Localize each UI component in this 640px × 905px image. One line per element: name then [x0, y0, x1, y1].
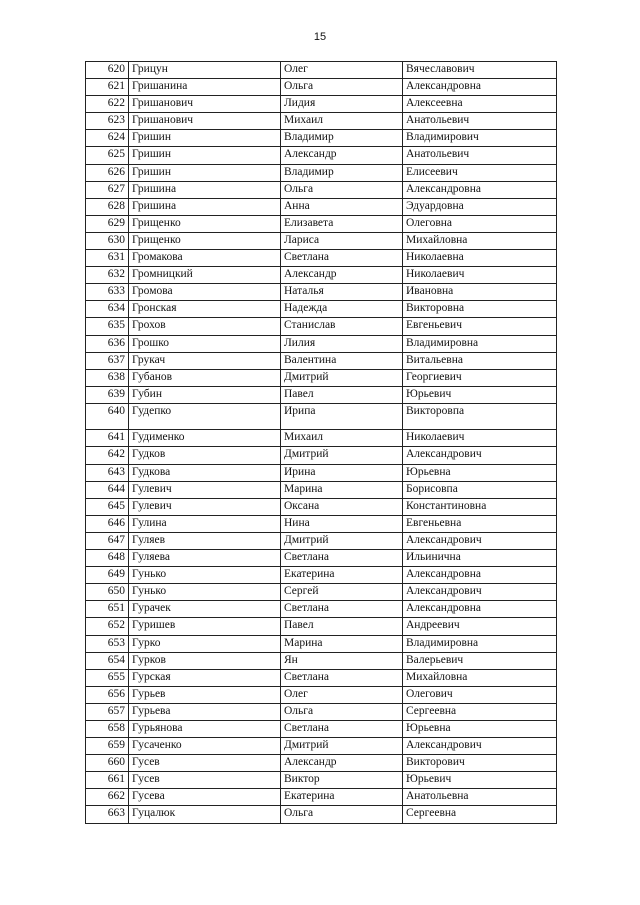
patronymic-cell: Олегович — [403, 686, 557, 703]
patronymic-cell: Анатольевич — [403, 147, 557, 164]
table-row — [86, 789, 557, 806]
table-row — [86, 284, 557, 301]
patronymic-cell: Анатольевна — [403, 789, 557, 806]
row-number-cell: 639 — [86, 386, 129, 403]
table-body — [86, 62, 557, 824]
last-name-cell: Гришанович — [129, 113, 281, 130]
row-number-cell: 642 — [86, 447, 129, 464]
last-name-cell: Гурьев — [129, 686, 281, 703]
patronymic-cell: Александровна — [403, 601, 557, 618]
last-name-cell: Гунько — [129, 567, 281, 584]
table-row — [86, 652, 557, 669]
patronymic-cell: Николаевна — [403, 250, 557, 267]
first-name-cell: Светлана — [281, 601, 403, 618]
row-number-cell: 631 — [86, 250, 129, 267]
patronymic-cell: Юрьевич — [403, 386, 557, 403]
row-number-cell: 659 — [86, 738, 129, 755]
row-number-cell: 622 — [86, 96, 129, 113]
row-number-cell: 660 — [86, 755, 129, 772]
patronymic-cell: Викторович — [403, 755, 557, 772]
last-name-cell: Гулевич — [129, 481, 281, 498]
last-name-cell: Гулевич — [129, 498, 281, 515]
table-row — [86, 215, 557, 232]
table-row — [86, 481, 557, 498]
row-number-cell: 652 — [86, 618, 129, 635]
row-number-cell: 661 — [86, 772, 129, 789]
first-name-cell: Ольга — [281, 181, 403, 198]
first-name-cell: Светлана — [281, 720, 403, 737]
table-row — [86, 352, 557, 369]
patronymic-cell: Витальевна — [403, 352, 557, 369]
table-row — [86, 130, 557, 147]
row-number-cell: 647 — [86, 532, 129, 549]
first-name-cell: Дмитрий — [281, 447, 403, 464]
patronymic-cell: Михайловна — [403, 232, 557, 249]
patronymic-cell: Михайловна — [403, 669, 557, 686]
row-number-cell: 645 — [86, 498, 129, 515]
row-number-cell: 654 — [86, 652, 129, 669]
last-name-cell: Гурачек — [129, 601, 281, 618]
table-row — [86, 618, 557, 635]
last-name-cell: Гудепко — [129, 403, 281, 430]
table-row — [86, 386, 557, 403]
table-row — [86, 335, 557, 352]
table-row — [86, 703, 557, 720]
first-name-cell: Михаил — [281, 113, 403, 130]
last-name-cell: Гусаченко — [129, 738, 281, 755]
row-number-cell: 632 — [86, 267, 129, 284]
last-name-cell: Гуришев — [129, 618, 281, 635]
row-number-cell: 630 — [86, 232, 129, 249]
first-name-cell: Валентина — [281, 352, 403, 369]
patronymic-cell: Евгеньевна — [403, 515, 557, 532]
patronymic-cell: Юрьевич — [403, 772, 557, 789]
patronymic-cell: Ильинична — [403, 550, 557, 567]
table-row — [86, 181, 557, 198]
first-name-cell: Екатерина — [281, 567, 403, 584]
table-row — [86, 772, 557, 789]
first-name-cell: Виктор — [281, 772, 403, 789]
first-name-cell: Нина — [281, 515, 403, 532]
patronymic-cell: Владимировна — [403, 335, 557, 352]
last-name-cell: Гришанович — [129, 96, 281, 113]
row-number-cell: 620 — [86, 62, 129, 79]
row-number-cell: 643 — [86, 464, 129, 481]
last-name-cell: Гудков — [129, 447, 281, 464]
last-name-cell: Гуляев — [129, 532, 281, 549]
table-row — [86, 755, 557, 772]
patronymic-cell: Владимирович — [403, 130, 557, 147]
row-number-cell: 663 — [86, 806, 129, 823]
row-number-cell: 636 — [86, 335, 129, 352]
table-row — [86, 669, 557, 686]
table-row — [86, 301, 557, 318]
row-number-cell: 633 — [86, 284, 129, 301]
first-name-cell: Лидия — [281, 96, 403, 113]
table-row — [86, 806, 557, 823]
last-name-cell: Гришанина — [129, 79, 281, 96]
table-row — [86, 601, 557, 618]
first-name-cell: Ольга — [281, 703, 403, 720]
first-name-cell: Лилия — [281, 335, 403, 352]
patronymic-cell: Владимировна — [403, 635, 557, 652]
patronymic-cell: Сергеевна — [403, 806, 557, 823]
first-name-cell: Ян — [281, 652, 403, 669]
row-number-cell: 640 — [86, 403, 129, 430]
table-row — [86, 318, 557, 335]
patronymic-cell: Алексеевна — [403, 96, 557, 113]
table-row — [86, 79, 557, 96]
first-name-cell: Елизавета — [281, 215, 403, 232]
row-number-cell: 641 — [86, 430, 129, 447]
row-number-cell: 662 — [86, 789, 129, 806]
first-name-cell: Екатерина — [281, 789, 403, 806]
first-name-cell: Дмитрий — [281, 738, 403, 755]
first-name-cell: Ирина — [281, 464, 403, 481]
last-name-cell: Гурко — [129, 635, 281, 652]
patronymic-cell: Юрьевна — [403, 720, 557, 737]
patronymic-cell: Андреевич — [403, 618, 557, 635]
first-name-cell: Станислав — [281, 318, 403, 335]
last-name-cell: Грошко — [129, 335, 281, 352]
patronymic-cell: Александрович — [403, 584, 557, 601]
row-number-cell: 658 — [86, 720, 129, 737]
last-name-cell: Гудименко — [129, 430, 281, 447]
names-table — [85, 61, 557, 824]
patronymic-cell: Александровна — [403, 567, 557, 584]
last-name-cell: Гусев — [129, 772, 281, 789]
first-name-cell: Оксана — [281, 498, 403, 515]
row-number-cell: 637 — [86, 352, 129, 369]
table-row — [86, 369, 557, 386]
patronymic-cell: Николаевич — [403, 430, 557, 447]
patronymic-cell: Эдуардовна — [403, 198, 557, 215]
first-name-cell: Светлана — [281, 250, 403, 267]
first-name-cell: Ольга — [281, 79, 403, 96]
first-name-cell: Надежда — [281, 301, 403, 318]
row-number-cell: 650 — [86, 584, 129, 601]
row-number-cell: 646 — [86, 515, 129, 532]
table-row — [86, 720, 557, 737]
row-number-cell: 653 — [86, 635, 129, 652]
patronymic-cell: Александрович — [403, 447, 557, 464]
first-name-cell: Дмитрий — [281, 369, 403, 386]
first-name-cell: Александр — [281, 755, 403, 772]
table-row — [86, 498, 557, 515]
table-row — [86, 430, 557, 447]
table-row — [86, 464, 557, 481]
last-name-cell: Гурьева — [129, 703, 281, 720]
last-name-cell: Гронская — [129, 301, 281, 318]
table-row — [86, 550, 557, 567]
last-name-cell: Гришин — [129, 130, 281, 147]
patronymic-cell: Александровна — [403, 181, 557, 198]
patronymic-cell: Георгиевич — [403, 369, 557, 386]
last-name-cell: Гусев — [129, 755, 281, 772]
table-row — [86, 532, 557, 549]
patronymic-cell: Александрович — [403, 738, 557, 755]
table-row — [86, 686, 557, 703]
table-row — [86, 267, 557, 284]
row-number-cell: 635 — [86, 318, 129, 335]
patronymic-cell: Юрьевна — [403, 464, 557, 481]
last-name-cell: Грищенко — [129, 215, 281, 232]
last-name-cell: Гурков — [129, 652, 281, 669]
patronymic-cell: Александрович — [403, 532, 557, 549]
patronymic-cell: Викторовна — [403, 301, 557, 318]
table-row — [86, 147, 557, 164]
table-row — [86, 232, 557, 249]
patronymic-cell: Викторовпа — [403, 403, 557, 430]
table-row — [86, 403, 557, 430]
row-number-cell: 628 — [86, 198, 129, 215]
patronymic-cell: Анатольевич — [403, 113, 557, 130]
table-row — [86, 250, 557, 267]
row-number-cell: 651 — [86, 601, 129, 618]
patronymic-cell: Вячеславович — [403, 62, 557, 79]
first-name-cell: Марина — [281, 481, 403, 498]
patronymic-cell: Борисовпа — [403, 481, 557, 498]
last-name-cell: Гуляева — [129, 550, 281, 567]
row-number-cell: 624 — [86, 130, 129, 147]
table-row — [86, 567, 557, 584]
page-number: 15 — [313, 31, 327, 43]
last-name-cell: Гришин — [129, 164, 281, 181]
first-name-cell: Павел — [281, 386, 403, 403]
last-name-cell: Гусева — [129, 789, 281, 806]
last-name-cell: Гунько — [129, 584, 281, 601]
first-name-cell: Сергей — [281, 584, 403, 601]
last-name-cell: Гурская — [129, 669, 281, 686]
last-name-cell: Гришин — [129, 147, 281, 164]
last-name-cell: Грукач — [129, 352, 281, 369]
row-number-cell: 625 — [86, 147, 129, 164]
last-name-cell: Гудкова — [129, 464, 281, 481]
last-name-cell: Гуцалюк — [129, 806, 281, 823]
row-number-cell: 629 — [86, 215, 129, 232]
table-row — [86, 515, 557, 532]
patronymic-cell: Николаевич — [403, 267, 557, 284]
patronymic-cell: Александровна — [403, 79, 557, 96]
row-number-cell: 657 — [86, 703, 129, 720]
table-row — [86, 738, 557, 755]
last-name-cell: Грищенко — [129, 232, 281, 249]
last-name-cell: Грохов — [129, 318, 281, 335]
last-name-cell: Гурьянова — [129, 720, 281, 737]
last-name-cell: Гришина — [129, 181, 281, 198]
patronymic-cell: Олеговна — [403, 215, 557, 232]
row-number-cell: 621 — [86, 79, 129, 96]
first-name-cell: Светлана — [281, 669, 403, 686]
table-row — [86, 198, 557, 215]
patronymic-cell: Евгеньевич — [403, 318, 557, 335]
last-name-cell: Губанов — [129, 369, 281, 386]
first-name-cell: Александр — [281, 147, 403, 164]
row-number-cell: 644 — [86, 481, 129, 498]
table-row — [86, 62, 557, 79]
row-number-cell: 627 — [86, 181, 129, 198]
last-name-cell: Гулина — [129, 515, 281, 532]
last-name-cell: Громова — [129, 284, 281, 301]
row-number-cell: 634 — [86, 301, 129, 318]
row-number-cell: 626 — [86, 164, 129, 181]
first-name-cell: Дмитрий — [281, 532, 403, 549]
patronymic-cell: Сергеевна — [403, 703, 557, 720]
table-row — [86, 584, 557, 601]
first-name-cell: Олег — [281, 686, 403, 703]
row-number-cell: 638 — [86, 369, 129, 386]
patronymic-cell: Елисеевич — [403, 164, 557, 181]
row-number-cell: 648 — [86, 550, 129, 567]
first-name-cell: Олег — [281, 62, 403, 79]
row-number-cell: 623 — [86, 113, 129, 130]
first-name-cell: Ольга — [281, 806, 403, 823]
first-name-cell: Анна — [281, 198, 403, 215]
last-name-cell: Грицун — [129, 62, 281, 79]
last-name-cell: Громницкий — [129, 267, 281, 284]
first-name-cell: Владимир — [281, 130, 403, 147]
first-name-cell: Ирипа — [281, 403, 403, 430]
row-number-cell: 655 — [86, 669, 129, 686]
first-name-cell: Павел — [281, 618, 403, 635]
table-row — [86, 635, 557, 652]
patronymic-cell: Ивановна — [403, 284, 557, 301]
table-row — [86, 447, 557, 464]
first-name-cell: Александр — [281, 267, 403, 284]
last-name-cell: Гришина — [129, 198, 281, 215]
row-number-cell: 656 — [86, 686, 129, 703]
last-name-cell: Громакова — [129, 250, 281, 267]
patronymic-cell: Валерьевич — [403, 652, 557, 669]
first-name-cell: Владимир — [281, 164, 403, 181]
first-name-cell: Михаил — [281, 430, 403, 447]
last-name-cell: Губин — [129, 386, 281, 403]
first-name-cell: Наталья — [281, 284, 403, 301]
table-row — [86, 96, 557, 113]
first-name-cell: Лариса — [281, 232, 403, 249]
row-number-cell: 649 — [86, 567, 129, 584]
table-row — [86, 113, 557, 130]
first-name-cell: Светлана — [281, 550, 403, 567]
first-name-cell: Марина — [281, 635, 403, 652]
table-row — [86, 164, 557, 181]
patronymic-cell: Константиновна — [403, 498, 557, 515]
